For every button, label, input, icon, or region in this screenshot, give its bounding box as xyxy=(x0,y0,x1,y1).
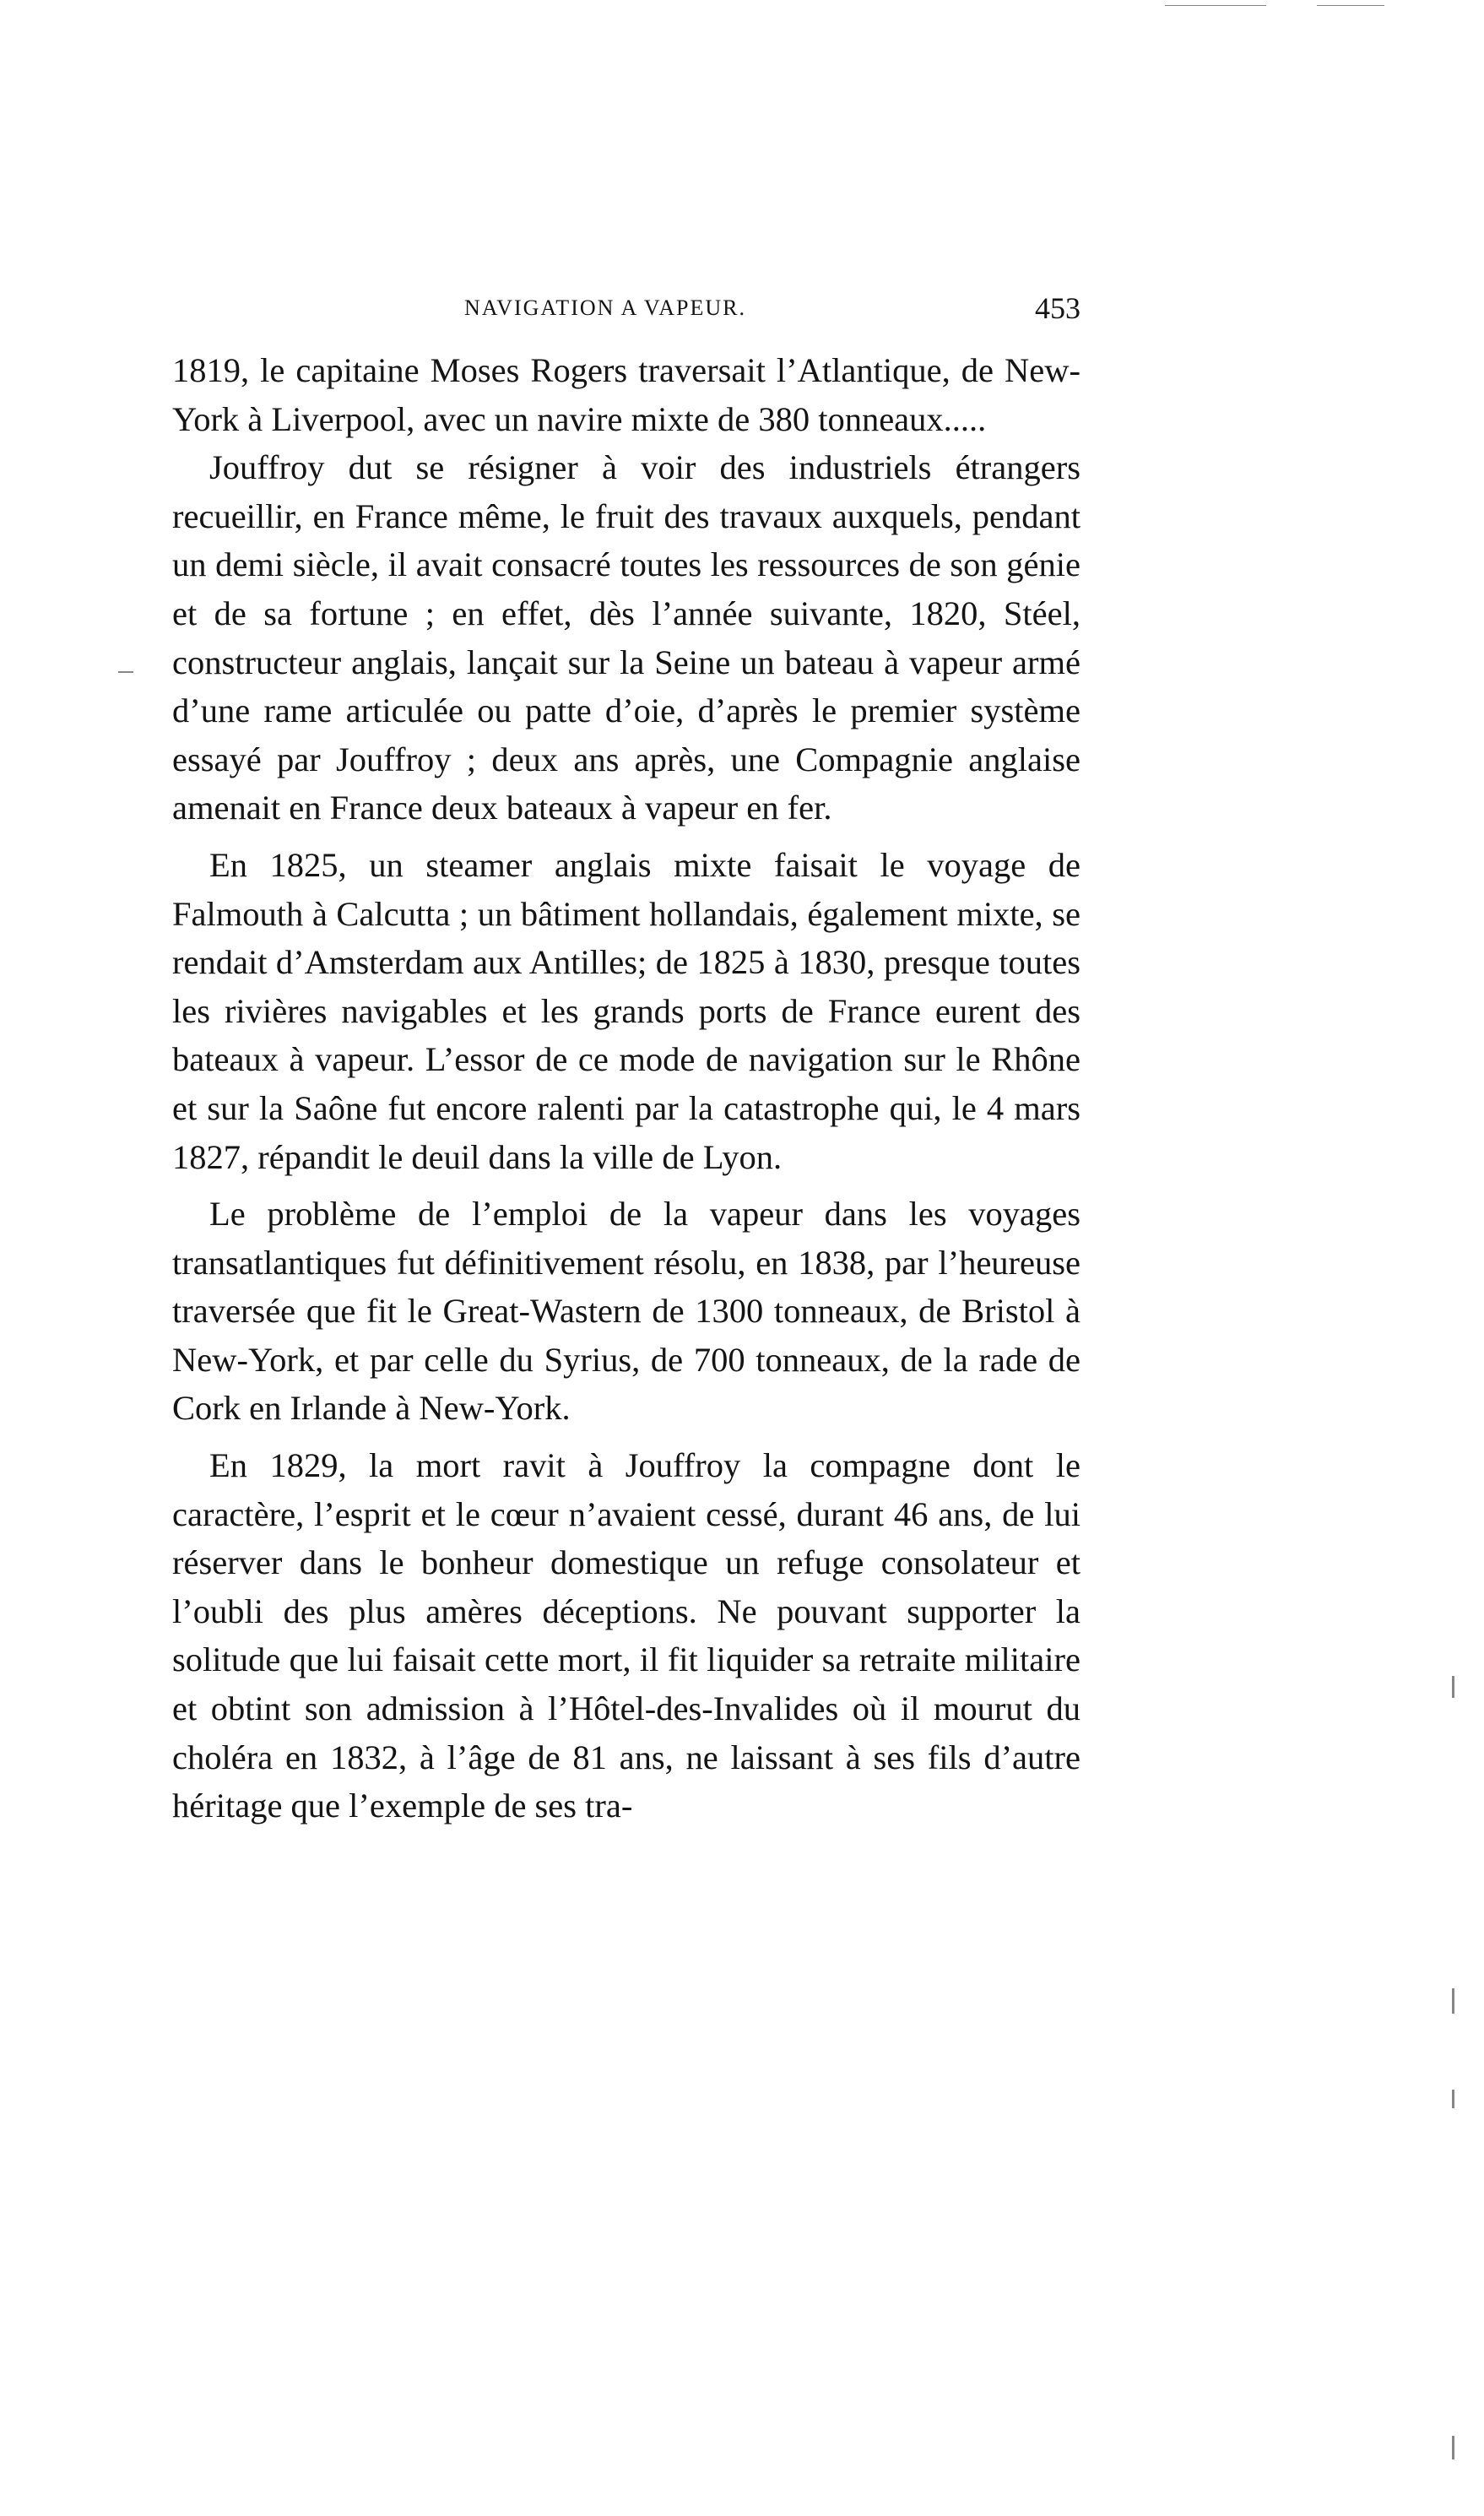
paragraph-1: 1819, le capitaine Moses Rogers traversait l’Atlantique, de New-York à Liverpool, avec un navire mixte de 380 tonneaux..... xyxy=(172,351,1081,438)
margin-mark xyxy=(1452,1676,1454,1698)
paragraph-4: Le problème de l’emploi de la vapeur dans les voyages transatlantiques fut définitivement résolu, en 1838, par l’heureuse traversée que fit le Great-Wastern de 1300 tonneaux, de Bristol à New-York, et par celle du Syrius, de 700 tonneaux, de la rade de Cork en Irlande à New-York. xyxy=(172,1195,1081,1428)
margin-mark xyxy=(1452,2436,1454,2459)
running-title: NAVIGATION A VAPEUR. xyxy=(464,296,746,320)
margin-mark xyxy=(1165,5,1266,6)
margin-mark xyxy=(1452,2090,1454,2108)
margin-mark xyxy=(1452,1988,1454,2014)
body-text xyxy=(172,346,1081,1830)
margin-mark xyxy=(118,671,133,673)
margin-mark xyxy=(1317,5,1384,6)
paragraph-3: En 1825, un steamer anglais mixte faisait le voyage de Falmouth à Calcutta ; un bâtiment hollandais, également mixte, se rendait d’Amsterdam aux Antilles; de 1825 à 1830, presque toutes les rivières navigables et les grands ports de France eurent des bateaux à vapeur. L’essor de ce mode de navigation sur le Rhône et sur la Saône fut encore ralenti par la catastrophe qui, le 4 mars 1827, répandit le deuil dans la ville de Lyon. xyxy=(172,845,1081,1176)
page-number: 453 xyxy=(1035,291,1081,325)
paragraph-2: Jouffroy dut se résigner à voir des industriels étrangers recueillir, en France même, le fruit des travaux auxquels, pendant un demi siècle, il avait consacré toutes les ressources de son génie et de sa fortune ; en effet, dès l’année suivante, 1820, Stéel, constructeur anglais, lançait sur la Seine un bateau à vapeur armé d’une rame articulée ou patte d’oie, d’après le premier système essayé par Jouffroy ; deux ans après, une Compagnie anglaise amenait en France deux bateaux à vapeur en fer. xyxy=(172,448,1081,827)
paragraph-5: En 1829, la mort ravit à Jouffroy la compagne dont le caractère, l’esprit et le cœur n’avaient cessé, durant 46 ans, de lui réserver dans le bonheur domestique un refuge consolateur et l’oubli des plus amères déceptions. Ne pouvant supporter la solitude que lui faisait cette mort, il fit liquider sa retraite militaire et obtint son admission à l’Hôtel-des-Invalides où il mourut du choléra en 1832, à l’âge de 81 ans, ne laissant à ses fils d’autre héritage que l’exemple de ses tra- xyxy=(172,1446,1081,1825)
page-header xyxy=(169,291,1081,338)
